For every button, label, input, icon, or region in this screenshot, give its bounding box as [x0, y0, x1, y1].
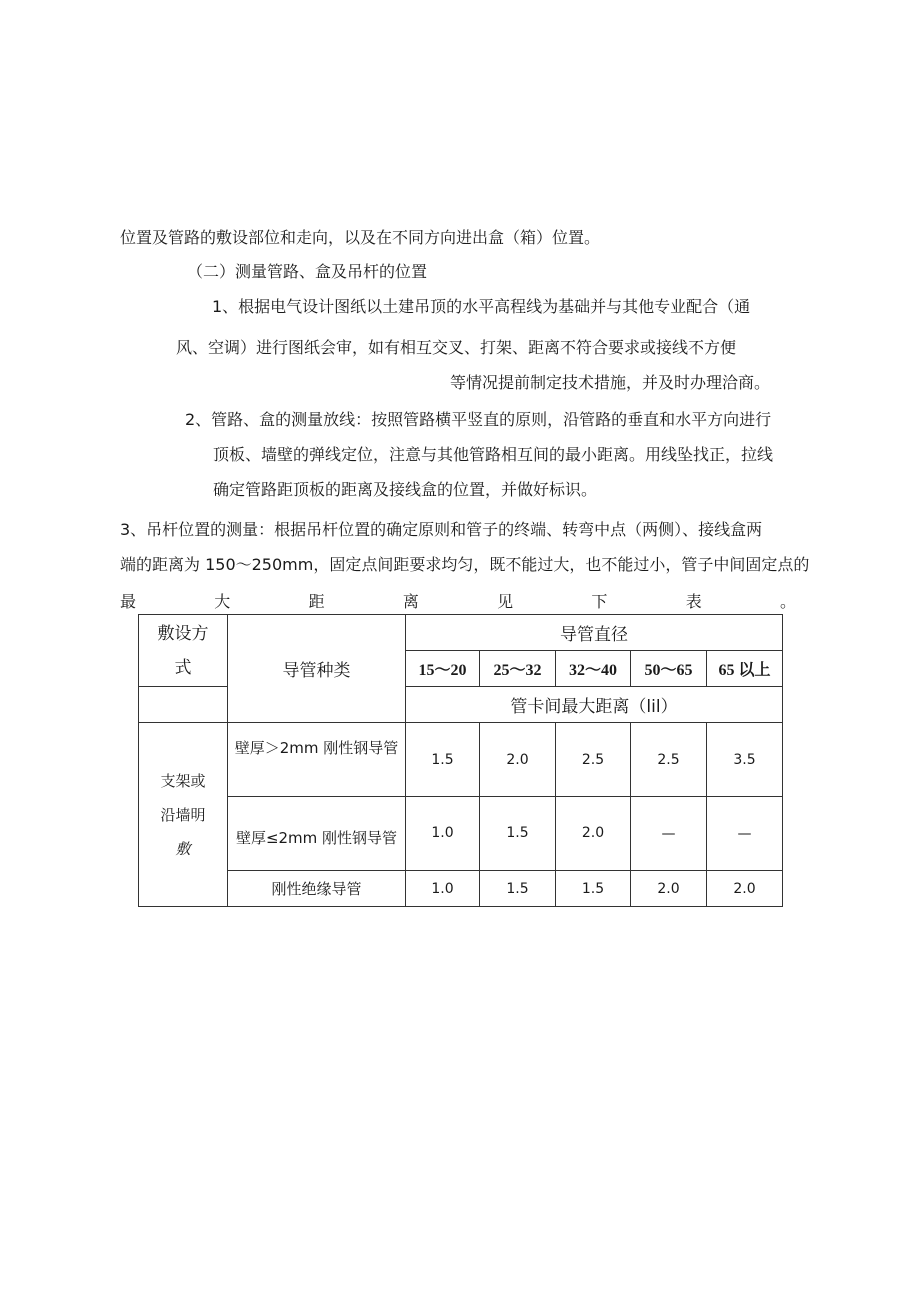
item-2-line-2: 顶板、墙壁的弹线定位，注意与其他管路相互间的最小距离。用线坠找正，拉线 — [213, 445, 774, 464]
conduit-type: 刚性绝缘导管 — [228, 871, 406, 907]
header-diameter: 导管直径 — [406, 615, 783, 651]
spread-char: 距 — [308, 592, 325, 611]
size-50-65: 50～65 — [631, 651, 707, 687]
value-cell: 2.5 — [556, 723, 631, 797]
method-cell — [139, 723, 228, 907]
header-method — [139, 615, 228, 687]
value-cell: 2.0 — [480, 723, 556, 797]
item-2-line-1: 2、管路、盒的测量放线：按照管路横平竖直的原则，沿管路的垂直和水平方向进行 — [185, 410, 772, 429]
value-cell: 1.0 — [406, 871, 480, 907]
value-cell: 1.5 — [556, 871, 631, 907]
spread-char: 见 — [497, 592, 514, 611]
method-line-3: 敷 — [175, 839, 191, 858]
paragraph-continuation: 位置及管路的敷设部位和走向，以及在不同方向进出盒（箱）位置。 — [120, 228, 601, 247]
item-3-line-3 — [120, 592, 796, 612]
value-cell: 1.5 — [406, 723, 480, 797]
value-cell: — — [707, 797, 783, 871]
header-method-spacer — [139, 687, 228, 723]
item-1-line-2: 风、空调）进行图纸会审，如有相互交叉、打架、距离不符合要求或接线不方便 — [176, 338, 737, 357]
size-15-20: 15～20 — [406, 651, 480, 687]
value-cell: 2.0 — [556, 797, 631, 871]
header-conduit-type: 导管种类 — [228, 615, 406, 723]
value-cell: 2.0 — [707, 871, 783, 907]
method-line-1: 支架或 — [160, 771, 206, 790]
header-method-line-1: 敷设方 — [157, 623, 209, 644]
value-cell: 2.0 — [631, 871, 707, 907]
value-cell: 1.5 — [480, 871, 556, 907]
value-cell: 1.5 — [480, 797, 556, 871]
spread-char: 离 — [402, 592, 419, 611]
section-heading: （二）测量管路、盒及吊杆的位置 — [187, 262, 428, 281]
spread-char: 最 — [120, 592, 137, 611]
header-max-distance: 管卡间最大距离（lil） — [406, 687, 783, 723]
item-1-line-1: 1、根据电气设计图纸以土建吊顶的水平高程线为基础并与其他专业配合（通 — [212, 297, 751, 316]
size-32-40: 32～40 — [556, 651, 631, 687]
conduit-spacing-table — [138, 614, 783, 907]
spread-char: 。 — [779, 592, 796, 611]
item-3-line-2: 端的距离为 150～250mm，固定点间距要求均匀，既不能过大，也不能过小，管子中间固定点的 — [120, 555, 810, 574]
size-65-plus: 65 以上 — [707, 651, 783, 687]
spread-char: 表 — [685, 592, 702, 611]
item-2-line-3: 确定管路距顶板的距离及接线盒的位置，并做好标识。 — [213, 480, 598, 499]
conduit-type: 壁厚≤2mm 刚性钢导管 — [228, 797, 406, 871]
header-method-line-2: 式 — [174, 657, 192, 678]
item-1-line-3: 等情况提前制定技术措施，并及时办理洽商。 — [450, 373, 771, 392]
conduit-type: 壁厚＞2mm 刚性钢导管 — [228, 723, 406, 797]
size-25-32: 25～32 — [480, 651, 556, 687]
value-cell: — — [631, 797, 707, 871]
spread-char: 大 — [214, 592, 231, 611]
value-cell: 3.5 — [707, 723, 783, 797]
item-3-line-1: 3、吊杆位置的测量：根据吊杆位置的确定原则和管子的终端、转弯中点（两侧）、接线盒两 — [120, 520, 763, 539]
method-line-2: 沿墙明 — [160, 805, 206, 824]
value-cell: 2.5 — [631, 723, 707, 797]
spread-char: 下 — [591, 592, 608, 611]
value-cell: 1.0 — [406, 797, 480, 871]
